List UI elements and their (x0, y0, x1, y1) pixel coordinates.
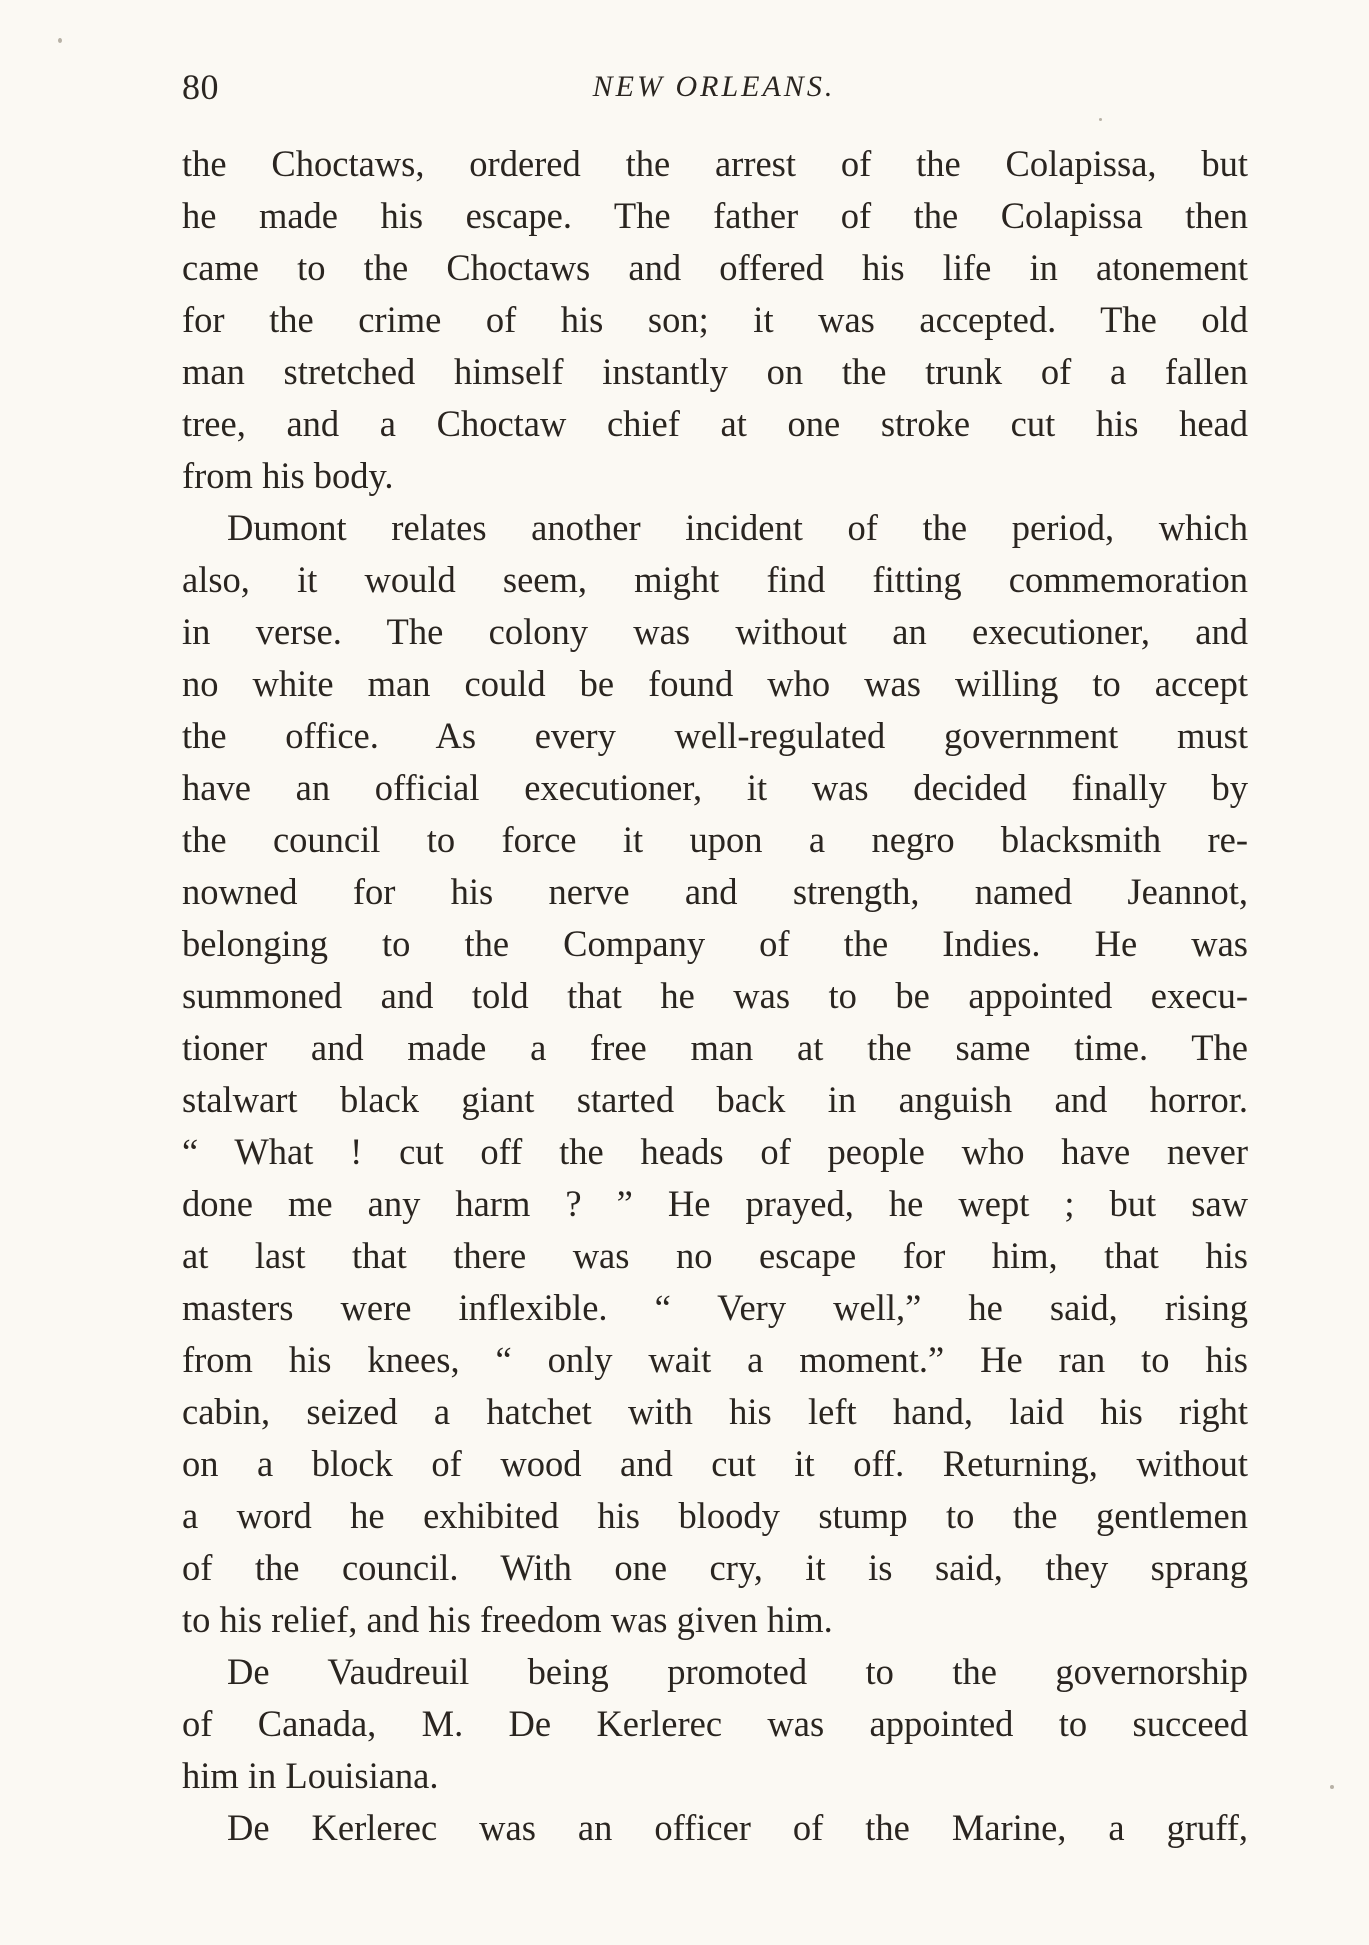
text-line: from his knees, “ only wait a moment.” He ran to his (182, 1339, 1248, 1380)
text-line: him in Louisiana. (182, 1755, 439, 1796)
text-line: belonging to the Company of the Indies. He was (182, 923, 1248, 964)
text-line: came to the Choctaws and offered his life in atonement (182, 247, 1248, 288)
text-line: for the crime of his son; it was accepted. The old (182, 299, 1248, 340)
text-line: of Canada, M. De Kerlerec was appointed to succeed (182, 1703, 1248, 1744)
paper-speck (1099, 118, 1102, 121)
text-line: masters were inflexible. “ Very well,” he said, rising (182, 1287, 1248, 1328)
text-line: he made his escape. The father of the Colapissa then (182, 195, 1248, 236)
text-line: the office. As every well-regulated government must (182, 715, 1248, 756)
text-line: stalwart black giant started back in anguish and horror. (182, 1079, 1248, 1120)
text-line: the Choctaws, ordered the arrest of the Colapissa, but (182, 143, 1248, 184)
text-line: man stretched himself instantly on the trunk of a fallen (182, 351, 1248, 392)
body-text (182, 138, 1248, 1854)
text-line: no white man could be found who was willing to accept (182, 663, 1248, 704)
running-head (182, 62, 1246, 112)
text-line: in verse. The colony was without an executioner, and (182, 611, 1248, 652)
text-line: to his relief, and his freedom was given him. (182, 1599, 833, 1640)
text-line: of the council. With one cry, it is said, they sprang (182, 1547, 1248, 1588)
paper-speck (1330, 1785, 1334, 1789)
text-line: from his body. (182, 455, 394, 496)
text-line: a word he exhibited his bloody stump to the gentlemen (182, 1495, 1248, 1536)
text-line: nowned for his nerve and strength, named Jeannot, (182, 871, 1248, 912)
paragraph-first-line: De Kerlerec was an officer of the Marine, a gruff, (227, 1807, 1248, 1848)
text-line: done me any harm ? ” He prayed, he wept ; but saw (182, 1183, 1248, 1224)
paragraph-first-line: De Vaudreuil being promoted to the governorship (227, 1651, 1248, 1692)
text-line: also, it would seem, might find fitting commemoration (182, 559, 1248, 600)
running-title: NEW ORLEANS. (592, 70, 836, 103)
text-line: at last that there was no escape for him, that his (182, 1235, 1248, 1276)
paragraph-first-line: Dumont relates another incident of the period, which (227, 507, 1248, 548)
text-line: have an official executioner, it was decided finally by (182, 767, 1248, 808)
paper-speck (58, 38, 62, 43)
text-line: on a block of wood and cut it off. Returning, without (182, 1443, 1248, 1484)
text-line: the council to force it upon a negro blacksmith re- (182, 819, 1248, 860)
page-number: 80 (182, 67, 219, 107)
text-line: cabin, seized a hatchet with his left hand, laid his right (182, 1391, 1248, 1432)
text-line: tree, and a Choctaw chief at one stroke cut his head (182, 403, 1248, 444)
text-line: “ What ! cut off the heads of people who have never (182, 1131, 1248, 1172)
text-line: tioner and made a free man at the same time. The (182, 1027, 1248, 1068)
text-line: summoned and told that he was to be appointed execu- (182, 975, 1248, 1016)
